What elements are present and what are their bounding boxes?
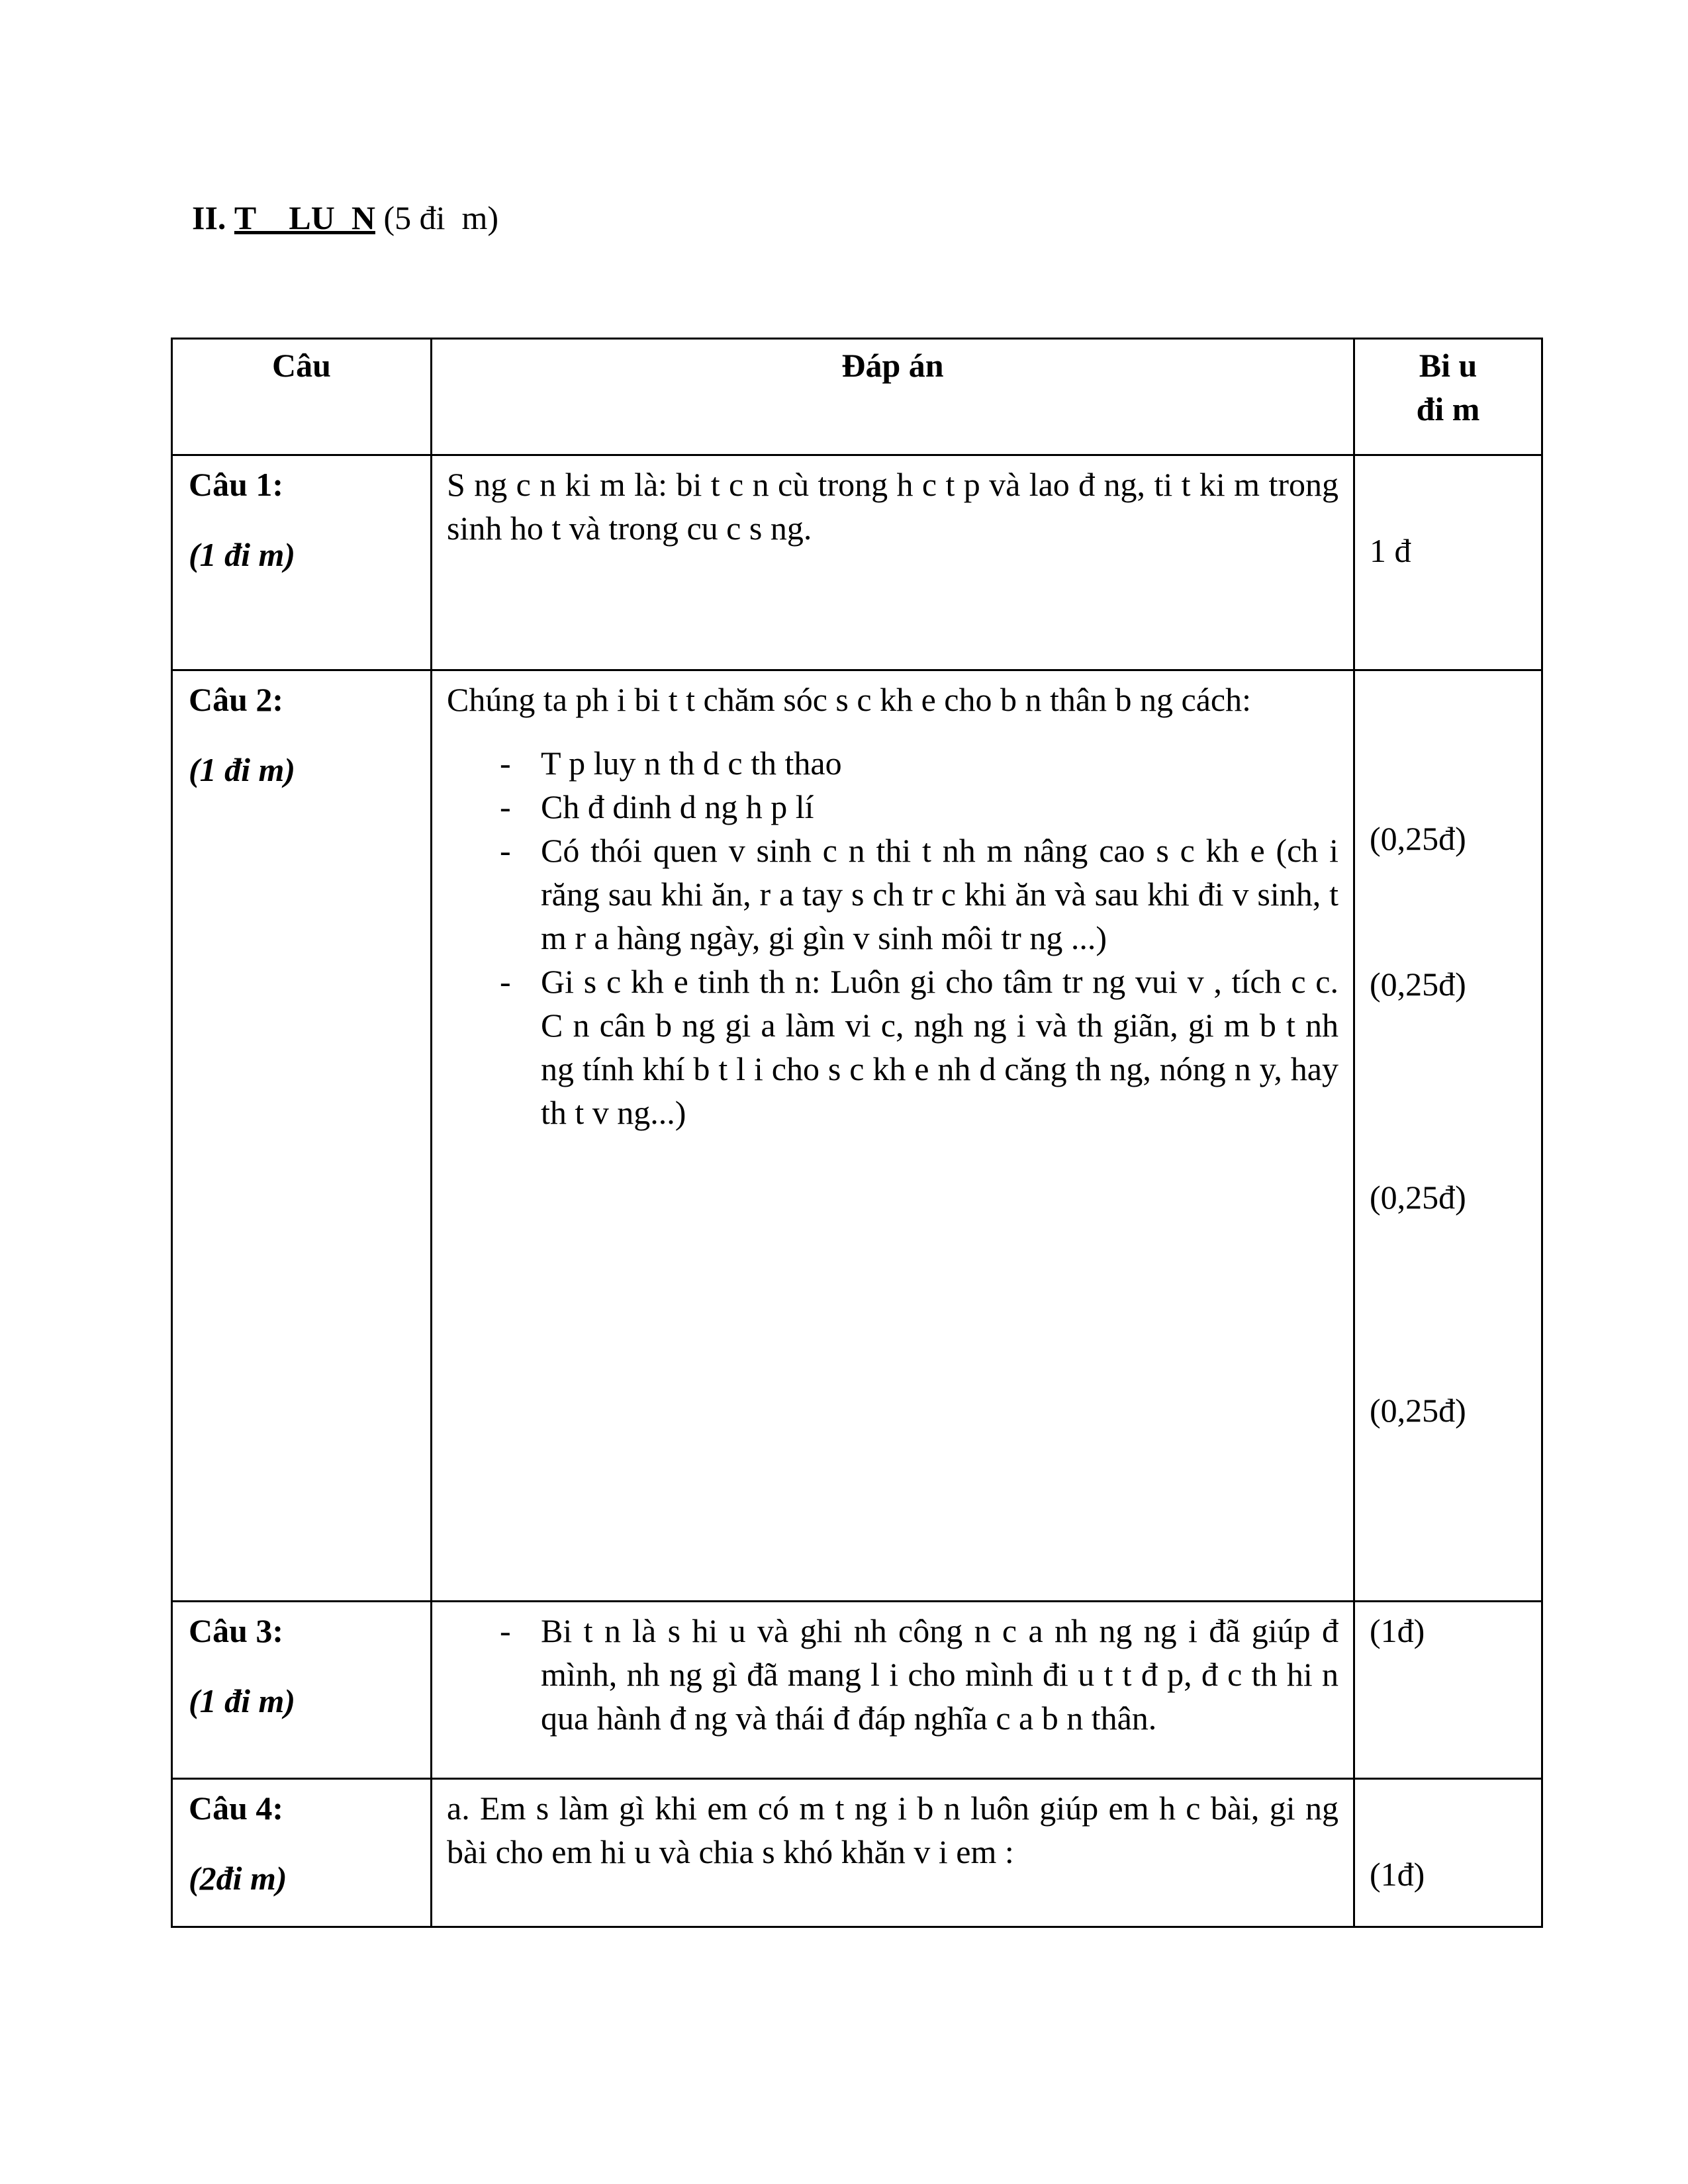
question-cell	[172, 1602, 432, 1779]
answer-list	[447, 1609, 1338, 1740]
score-value: 1 đ	[1370, 532, 1411, 569]
section-number: II.	[192, 199, 226, 236]
score-cell	[1354, 1779, 1542, 1927]
header-question: Câu	[172, 339, 432, 455]
question-label: Câu 1:	[189, 466, 284, 503]
answer-cell	[432, 455, 1354, 670]
question-points: (1 đi m)	[189, 1682, 296, 1719]
score-value: (0,25đ)	[1370, 820, 1466, 857]
question-cell	[172, 1779, 432, 1927]
table-row	[172, 1779, 1542, 1927]
answer-cell	[432, 670, 1354, 1602]
answer-text: a. Em s làm gì khi em có m t ng i b n luôn giúp em h c bài, gi ng bài cho em hi u và chia s khó khăn v i em :	[447, 1790, 1338, 1870]
question-points: (1 đi m)	[189, 536, 296, 573]
question-points: (2đi m)	[189, 1860, 287, 1897]
table-row	[172, 1602, 1542, 1779]
header-answer: Đáp án	[432, 339, 1354, 455]
score-value: (1đ)	[1370, 1856, 1425, 1893]
list-item: - Bi t n là s hi u và ghi nh công n c a nh ng ng i đã giúp đ mình, nh ng gì đã mang l i cho mình đi u t t đ p, đ c th hi n qua hành đ ng và thái đ đáp nghĩa c a b n thân.	[447, 1609, 1338, 1740]
table-header-row	[172, 339, 1542, 455]
score-cell	[1354, 670, 1542, 1602]
score-cell	[1354, 1602, 1542, 1779]
list-item: - Gi s c kh e tinh th n: Luôn gi cho tâm tr ng vui v , tích c c. C n cân b ng gi a làm vi c, ngh ng i và th giãn, gi m b t nh ng tính khí b t l i cho s c kh e nh d căng th ng, nóng n y, hay th t v ng...)	[447, 960, 1338, 1134]
question-label: Câu 3:	[189, 1612, 284, 1649]
score-value: (1đ)	[1370, 1612, 1425, 1649]
score-cell	[1354, 455, 1542, 670]
question-cell	[172, 455, 432, 670]
question-label: Câu 4:	[189, 1790, 284, 1827]
list-item: - Có thói quen v sinh c n thi t nh m nâng cao s c kh e (ch i răng sau khi ăn, r a tay s ch tr c khi ăn và sau khi đi v sinh, t m r a hàng ngày, gi gìn v sinh môi tr ng ...)	[447, 829, 1338, 960]
header-score	[1354, 339, 1542, 455]
grading-table	[171, 338, 1543, 1928]
answer-text: Chúng ta ph i bi t t chăm sóc s c kh e cho b n thân b ng cách:	[447, 681, 1252, 718]
section-heading	[192, 199, 498, 237]
question-cell	[172, 670, 432, 1602]
question-points: (1 đi m)	[189, 751, 296, 788]
question-label: Câu 2:	[189, 681, 284, 718]
header-score-line1: Bi u	[1419, 347, 1477, 384]
score-value: (0,25đ)	[1370, 1392, 1466, 1429]
answer-cell	[432, 1779, 1354, 1927]
list-item: - T p luy n th d c th thao	[447, 741, 1338, 785]
header-score-line2: đi m	[1416, 390, 1480, 428]
section-points: (5 đi m)	[383, 199, 499, 236]
answer-cell	[432, 1602, 1354, 1779]
table-row	[172, 670, 1542, 1602]
score-column	[1370, 678, 1526, 1600]
section-title: T LU N	[234, 199, 375, 236]
answer-list	[447, 741, 1338, 1134]
score-value: (0,25đ)	[1370, 966, 1466, 1003]
score-value: (0,25đ)	[1370, 1179, 1466, 1216]
answer-text: S ng c n ki m là: bi t c n cù trong h c t p và lao đ ng, ti t ki m trong sinh ho t và trong cu c s ng.	[447, 466, 1338, 547]
table-row	[172, 455, 1542, 670]
list-item: - Ch đ dinh d ng h p lí	[447, 785, 1338, 829]
